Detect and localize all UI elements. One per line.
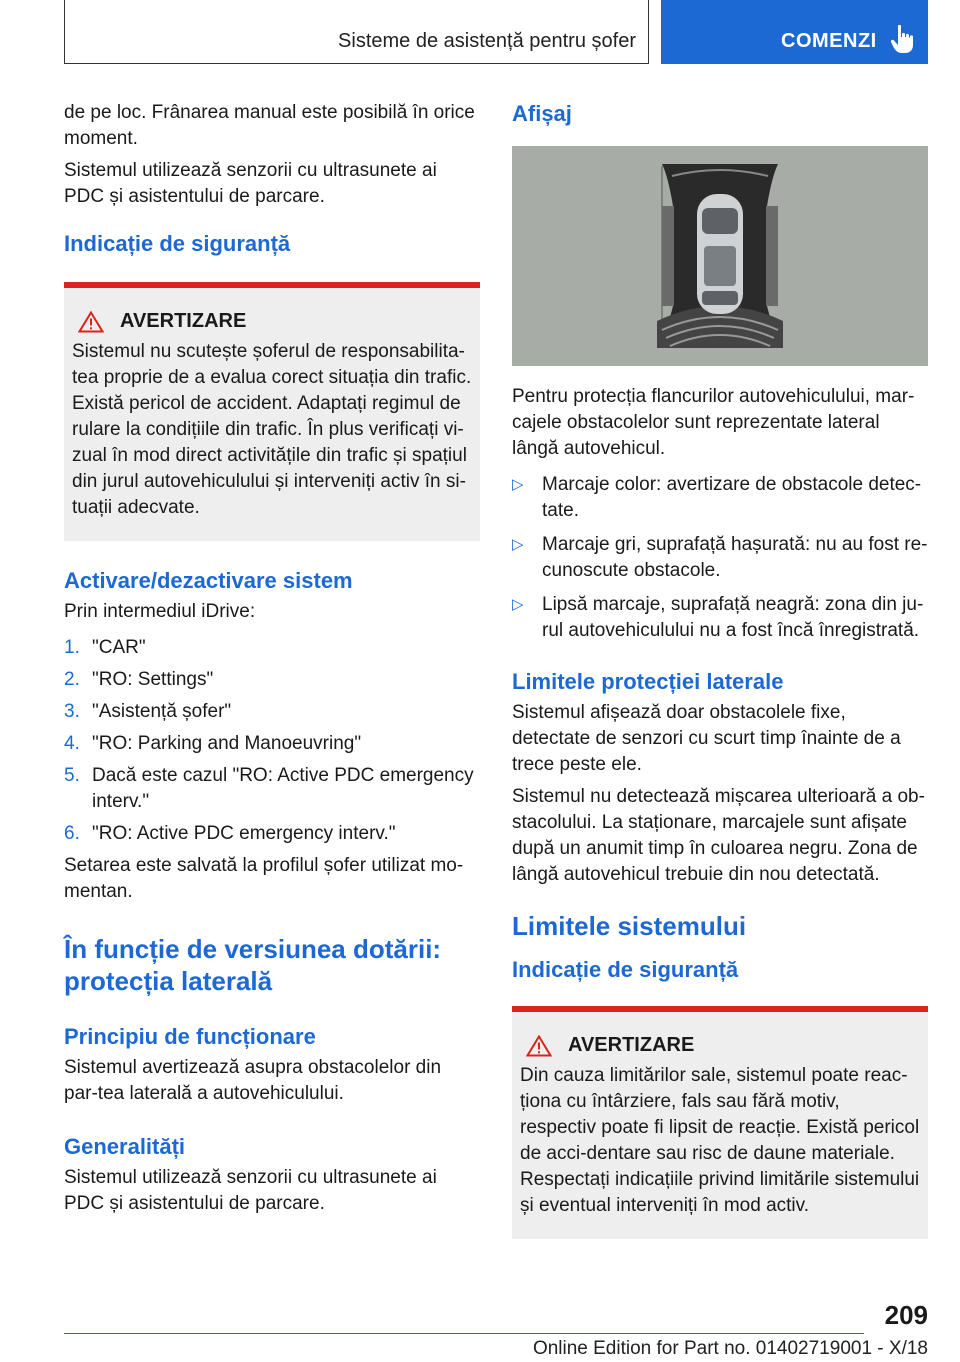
- setting-saved-text: Setarea este salvată la profilul șofer utilizat mo-mentan.: [64, 855, 464, 902]
- step-item: 5. Dacă este cazul "RO: Active PDC emergency interv.": [64, 765, 474, 812]
- side-protection-display-image: [512, 146, 928, 366]
- limits-protection-heading: Limitele protecției laterale: [512, 669, 784, 694]
- chapter-tab[interactable]: [661, 0, 928, 64]
- warning-title-2: AVERTIZARE: [520, 1034, 920, 1057]
- sensor-paragraph: Sistemul utilizează senzorii cu ultrasunete ai PDC și asistentului de parcare.: [64, 160, 437, 207]
- step-item: 3. "Asistență șofer": [64, 701, 232, 722]
- list-item: ▷ Marcaje color: avertizare de obstacole detec-tate.: [512, 474, 922, 521]
- safety-heading: Indicație de siguranță: [64, 231, 291, 256]
- version-heading: În funcție de versiunea dotării: protecția laterală: [64, 934, 442, 996]
- activation-heading: Activare/dezactivare sistem: [64, 568, 353, 593]
- right-column: [512, 100, 928, 1251]
- hand-pointer-icon: [890, 24, 916, 54]
- activation-intro: Prin intermediul iDrive:: [64, 601, 256, 622]
- section-title: Sisteme de asistență pentru șofer: [338, 30, 636, 52]
- step-item: 4. "RO: Parking and Manoeuvring": [64, 733, 362, 754]
- general-text: Sistemul utilizează senzorii cu ultrasunete ai PDC și asistentului de parcare.: [64, 1167, 437, 1214]
- list-item: ▷ Lipsă marcaje, suprafață neagră: zona din ju-rul autovehiculului nu a fost încă înregistrată.: [512, 594, 924, 641]
- limits-paragraph-1: Sistemul afișează doar obstacolele fixe, detectate de senzori cu scurt timp înainte de a trece peste ele.: [512, 702, 901, 775]
- page-number: 209: [884, 1300, 928, 1330]
- edition-footer: Online Edition for Part no. 01402719001 - X/18: [532, 1338, 928, 1359]
- step-item: 2. "RO: Settings": [64, 669, 214, 690]
- safety-heading-2: Indicație de siguranță: [512, 957, 739, 982]
- chapter-tab-label: COMENZI: [781, 30, 877, 52]
- step-item: 1. "CAR": [64, 637, 146, 658]
- footer-divider: [64, 1333, 864, 1334]
- step-item: 6. "RO: Active PDC emergency interv.": [64, 823, 396, 844]
- warning-box-2: [512, 1006, 928, 1239]
- system-limits-heading: Limitele sistemului: [512, 911, 747, 941]
- limits-paragraph-2: Sistemul nu detectează mișcarea ulterioară a ob-stacolului. La staționare, marcajele sunt afișate după un anumit timp în culoarea negru. Zona de lângă autovehicul trebuie din nou detectată.: [512, 786, 925, 885]
- display-text: Pentru protecția flancurilor autovehiculului, mar-cajele obstacolelor sunt reprezentate lateral lângă autovehicul.: [512, 386, 915, 459]
- intro-paragraph: de pe loc. Frânarea manual este posibilă în orice moment.: [64, 102, 475, 149]
- general-heading: Generalități: [64, 1134, 186, 1159]
- warning-triangle-icon: [526, 1035, 552, 1057]
- display-heading: Afișaj: [512, 101, 572, 126]
- principle-heading: Principiu de funcționare: [64, 1024, 316, 1049]
- warning-text: Sistemul nu scutește șoferul de responsabilita-tea proprie de a evalua corect situația din trafic. Există pericol de accident. Adaptați regimul de rulare la condițiile din trafic. În plus verificați vi-zual în mod direct activitățile din trafic și spațiul din jurul autovehiculului și interveniți activ în si-tuații adecvate.: [72, 341, 472, 518]
- list-item: ▷ Marcaje gri, suprafață hașurată: nu au fost re-cunoscute obstacole.: [512, 534, 928, 581]
- warning-box: [64, 282, 480, 541]
- idrive-steps: [64, 635, 480, 847]
- section-header: [64, 0, 649, 64]
- car-top-view-illustration: [512, 146, 928, 366]
- marker-bullets: [512, 472, 928, 644]
- warning-triangle-icon: [78, 311, 104, 333]
- warning-title: AVERTIZARE: [72, 310, 472, 333]
- page-header: [64, 0, 928, 66]
- warning-text-2: Din cauza limitărilor sale, sistemul poate reac-ționa cu întârziere, fals sau fără motiv, respectiv poate fi lipsit de reacție. Există pericol de acci-dentare sau risc de daune materiale. Respectați indicațiile privind limitările sistemului și eventual interveniți în mod activ.: [520, 1065, 920, 1216]
- principle-text: Sistemul avertizează asupra obstacolelor din par-tea laterală a autovehiculului.: [64, 1057, 442, 1104]
- left-column: [64, 100, 480, 1223]
